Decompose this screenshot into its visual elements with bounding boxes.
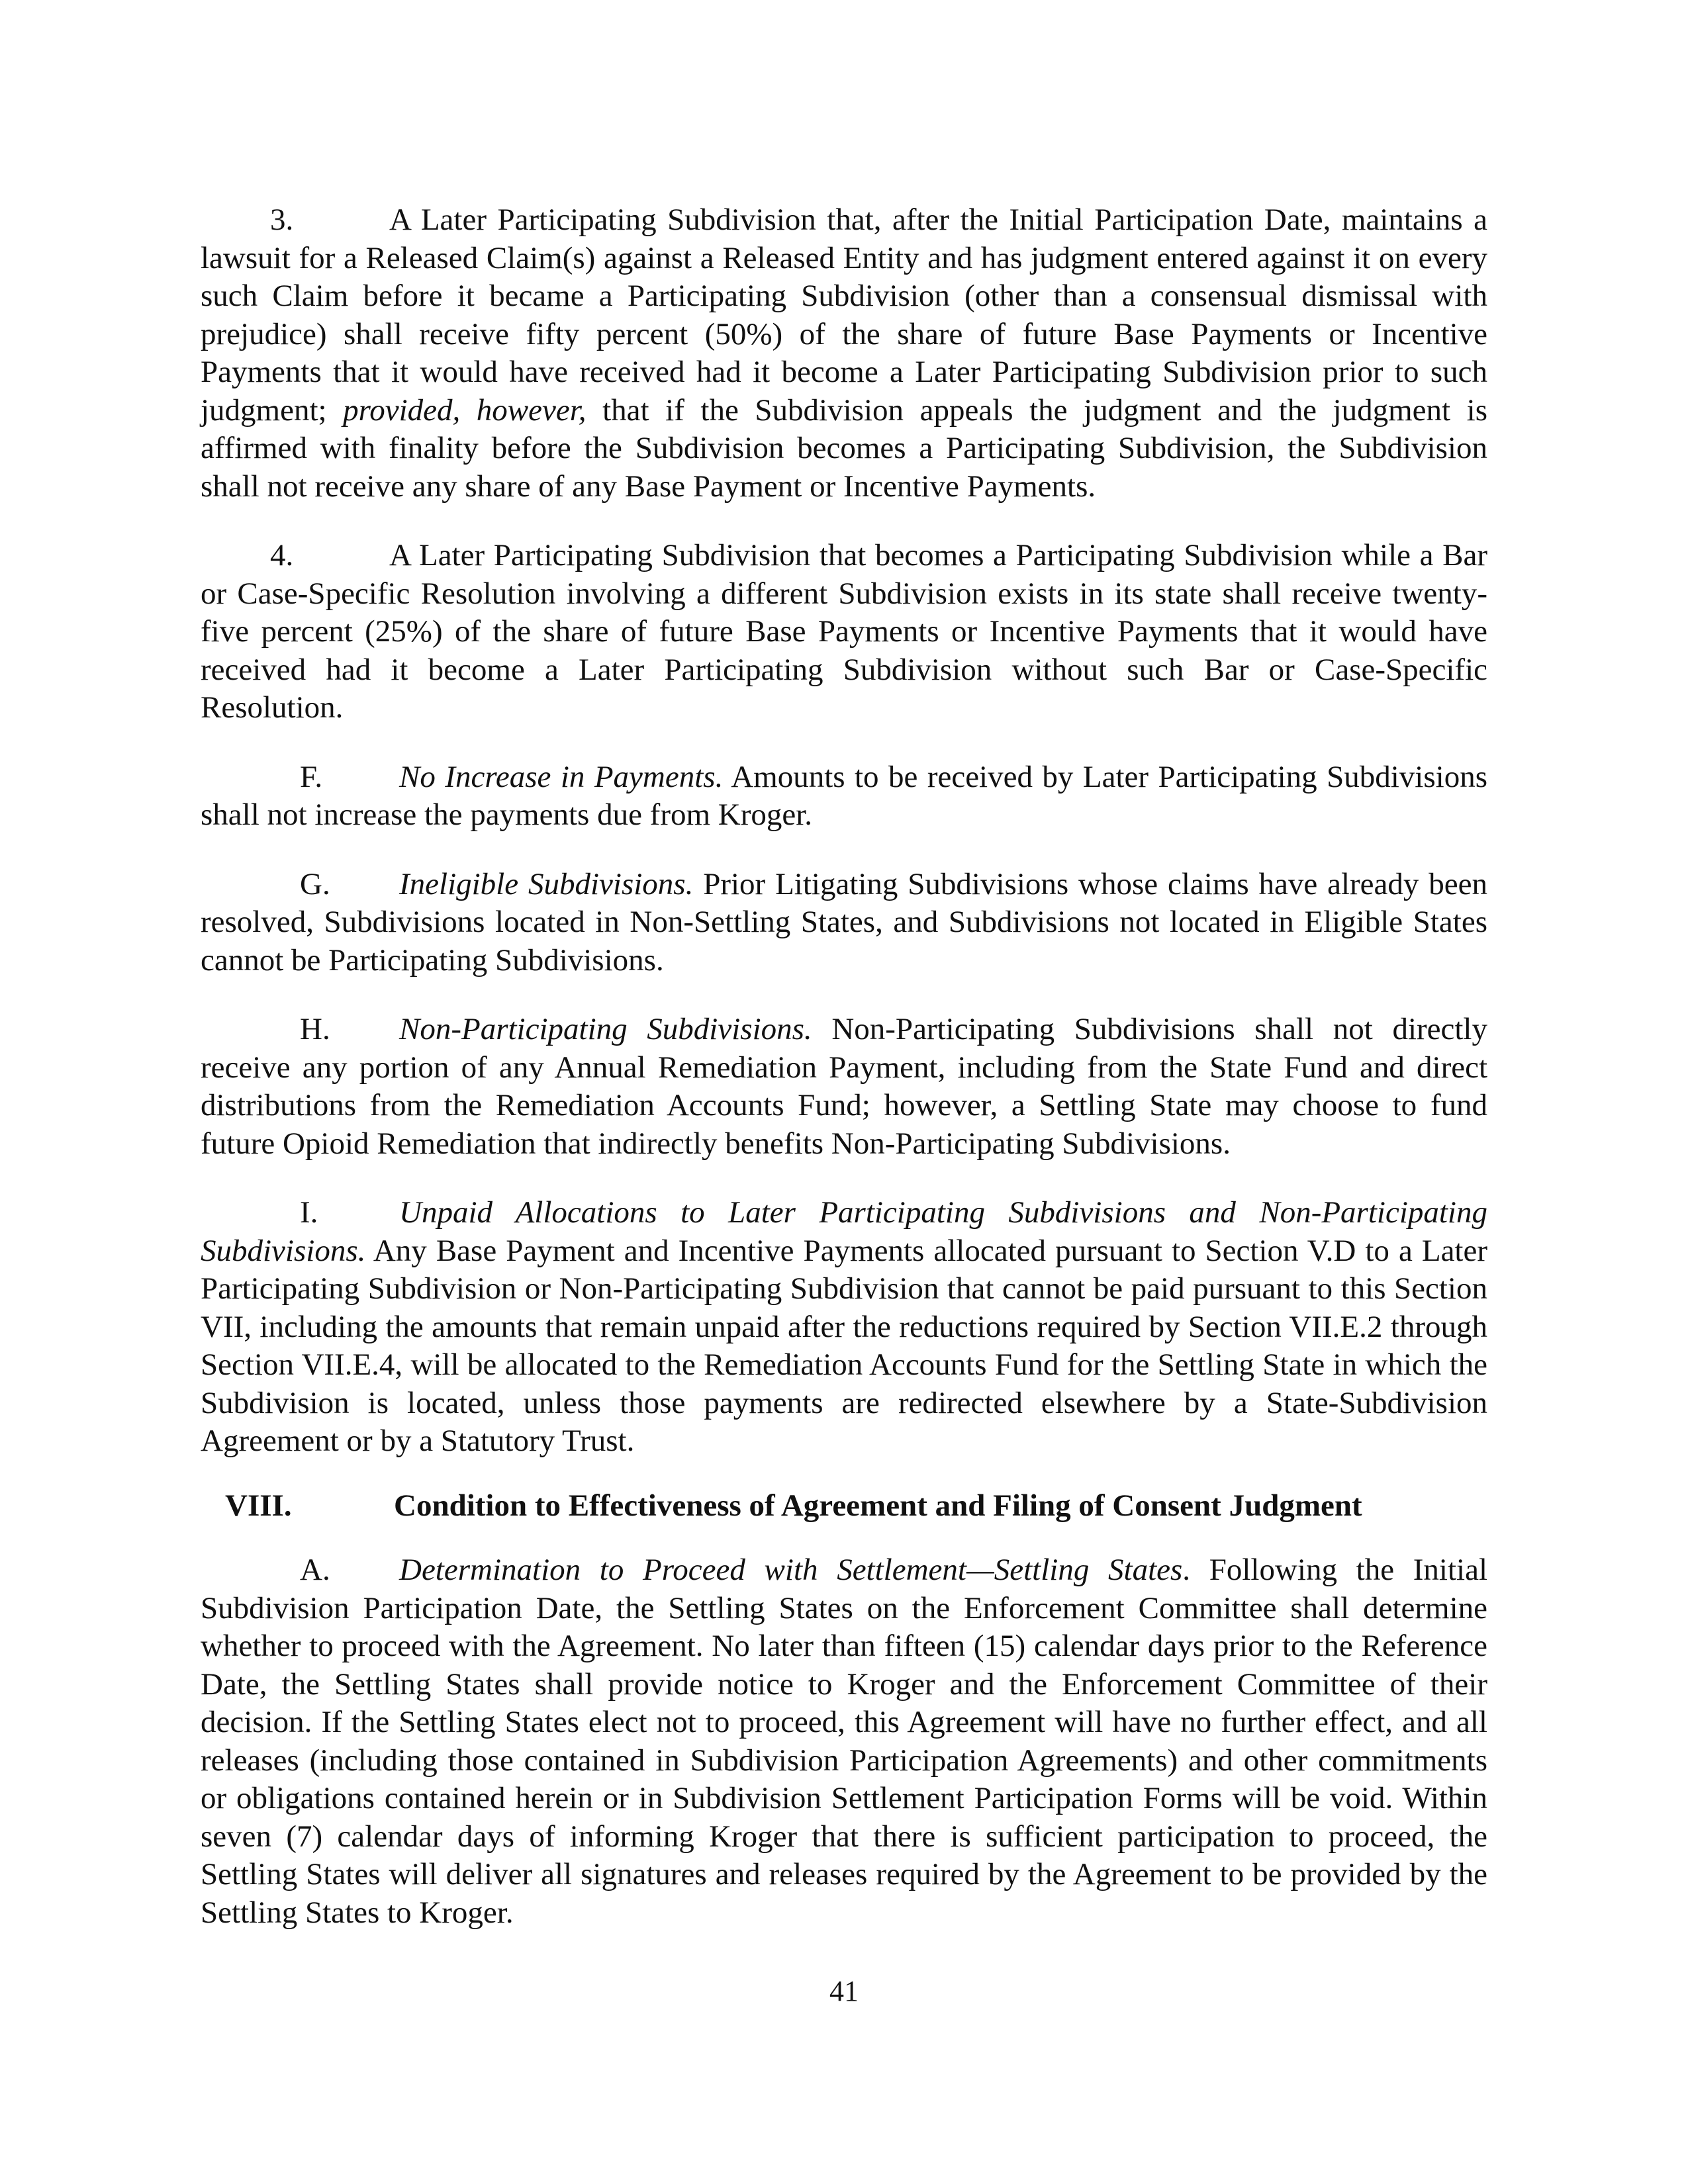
paragraph-title: Unpaid Allocations to Later Participating Subdivisions and Non-Participating Subdivisions. (201, 1195, 1487, 1268)
paragraph-title: Ineligible Subdivisions. (399, 866, 694, 901)
page-number: 41 (829, 1975, 859, 2007)
paragraph-text-continued: that if the Subdivision appeals the judgment and the judgment is affirmed with finality before the Subdivision becomes a Participating Subdivision, the Subdivision shall not receive any share of any Base Payment or Incentive Payments. (201, 392, 1487, 504)
paragraph-text: Amounts to be received by Later Participating Subdivisions shall not increase the payments due from Kroger. (201, 759, 1488, 832)
paragraph-3 (201, 201, 1487, 506)
paragraph-text: A Later Participating Subdivision that, after the Initial Participation Date, maintains a lawsuit for a Released Claim(s) against a Released Entity and has judgment entered against it on every such Claim before it became a Participating Subdivision (other than a consensual dismissal with prejudice) shall receive fifty percent (50%) of the share of future Base Payments or Incentive Payments that it would have received had it become a Later Participating Subdivision prior to such judgment; (201, 203, 1487, 428)
paragraph-f (201, 758, 1487, 835)
paragraph-letter: F. (300, 759, 323, 794)
paragraph-i (201, 1194, 1487, 1461)
section-title: Condition to Effectiveness of Agreement and Filing of Consent Judgment (394, 1488, 1362, 1523)
paragraph-4 (201, 537, 1487, 727)
section-heading (201, 1487, 1487, 1525)
paragraph-letter: G. (300, 866, 330, 901)
document-body (201, 201, 1487, 1963)
paragraph-text: Non-Participating Subdivisions shall not directly receive any portion of any Annual Remediation Payment, including from the State Fund and direct distributions from the Remediation Accounts Fund; however, a Settling State may choose to fund future Opioid Remediation that indirectly benefits Non-Participating Subdivisions. (201, 1012, 1487, 1161)
paragraph-text: . Following the Initial Subdivision Participation Date, the Settling States on the Enforcement Committee shall determine whether to proceed with the Agreement. No later than fifteen (15) calendar days prior to the Reference Date, the Settling States shall provide notice to Kroger and the Enforcement Committee of their decision. If the Settling States elect not to proceed, this Agreement will have no further effect, and all releases (including those contained in Subdivision Participation Agreements) and other commitments or obligations contained herein or in Subdivision Settlement Participation Forms will be void. Within seven (7) calendar days of informing Kroger that there is sufficient participation to proceed, the Settling States will deliver all signatures and releases required by the Agreement to be provided by the Settling States to Kroger. (201, 1553, 1487, 1930)
paragraph-italic-text: provided, however, (343, 392, 586, 428)
paragraph-title: Determination to Proceed with Settlement—Settling States (399, 1553, 1183, 1587)
paragraph-a (201, 1551, 1487, 1932)
section-number: VIII. (225, 1488, 292, 1523)
paragraph-text: A Later Participating Subdivision that becomes a Participating Subdivision while a Bar or Case-Specific Resolution involving a different Subdivision exists in its state shall receive twenty-five percent (25%) of the share of future Base Payments or Incentive Payments that it would have received had it become a Later Participating Subdivision without such Bar or Case-Specific Resolution. (201, 538, 1487, 725)
paragraph-title: No Increase in Payments. (399, 759, 724, 794)
paragraph-g (201, 866, 1487, 980)
paragraph-number: 4. (270, 538, 294, 572)
paragraph-number: 3. (270, 203, 294, 237)
paragraph-letter: H. (300, 1012, 330, 1046)
paragraph-text: Any Base Payment and Incentive Payments allocated pursuant to Section V.D to a Later Participating Subdivision or Non-Participating Subdivision that cannot be paid pursuant to this Section VII, including the amounts that remain unpaid after the reductions required by Section VII.E.2 through Section VII.E.4, will be allocated to the Remediation Accounts Fund for the Settling State in which the Subdivision is located, unless those payments are redirected elsewhere by a State-Subdivision Agreement or by a Statutory Trust. (201, 1233, 1487, 1458)
paragraph-letter: I. (300, 1195, 318, 1230)
paragraph-title: Non-Participating Subdivisions. (399, 1012, 812, 1046)
paragraph-text: Prior Litigating Subdivisions whose claims have already been resolved, Subdivisions located in Non-Settling States, and Subdivisions not located in Eligible States cannot be Participating Subdivisions. (201, 866, 1487, 978)
paragraph-letter: A. (300, 1553, 330, 1587)
paragraph-h (201, 1011, 1487, 1163)
